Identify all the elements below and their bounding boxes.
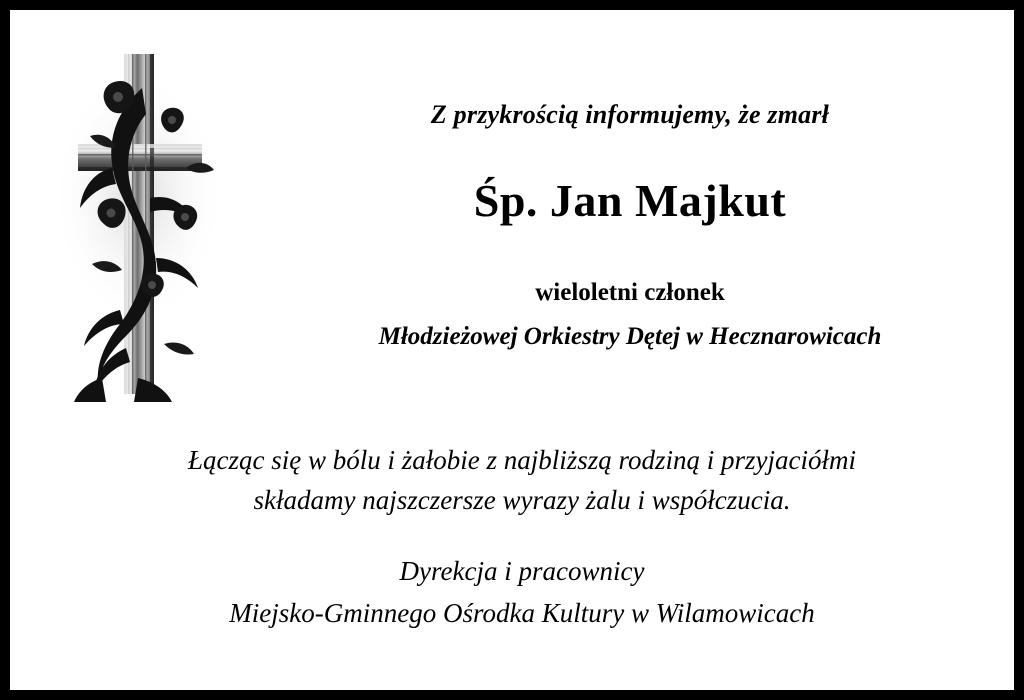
cross-with-floral-ornament-icon <box>46 48 236 403</box>
condolence-line-1: Łącząc się w bólu i żałobie z najbliższą rodziną i przyjaciółmi <box>187 445 857 475</box>
deceased-name: Śp. Jan Majkut <box>473 175 787 226</box>
signature-block <box>40 550 1004 634</box>
condolence-block <box>40 440 1004 520</box>
obituary-notice <box>10 10 1014 690</box>
obituary-frame <box>7 7 1017 693</box>
signature-line-1: Dyrekcja i pracownicy <box>399 556 645 586</box>
headline-block <box>250 100 1010 351</box>
intro-text: Z przykrością informujemy, że zmarł <box>430 100 830 129</box>
role-line-primary: wieloletni członek <box>535 279 725 306</box>
signature-line-2: Miejsko-Gminnego Ośrodka Kultury w Wilamowicach <box>229 598 815 628</box>
role-line-secondary: Młodzieżowej Orkiestry Dętej w Hecznarowicach <box>378 323 882 350</box>
condolence-line-2: składamy najszczersze wyrazy żalu i współczucia. <box>253 485 791 515</box>
